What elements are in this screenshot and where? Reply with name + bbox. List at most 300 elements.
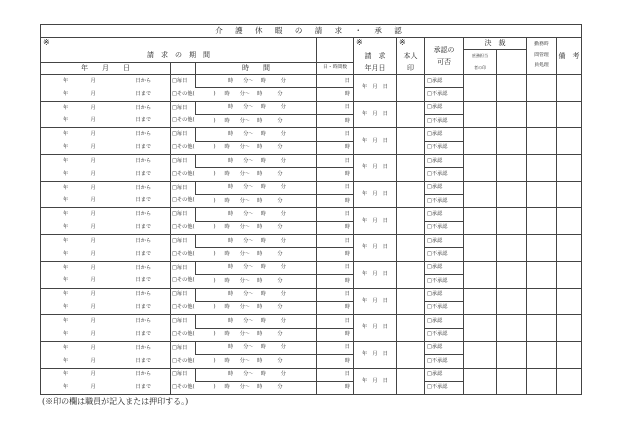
dept-head-seal-cell[interactable] bbox=[464, 208, 497, 235]
day-count-cell[interactable] bbox=[317, 261, 354, 274]
remarks-cell[interactable] bbox=[557, 181, 582, 208]
end-day-cell[interactable] bbox=[116, 248, 171, 261]
daily-option[interactable] bbox=[171, 315, 196, 328]
time-range-cell[interactable] bbox=[196, 101, 317, 114]
worktime-cell[interactable] bbox=[527, 75, 557, 102]
decision-cell[interactable] bbox=[497, 368, 527, 395]
personal-seal-cell[interactable] bbox=[397, 155, 425, 182]
decision-cell[interactable] bbox=[497, 128, 527, 155]
end-day-cell[interactable] bbox=[116, 88, 171, 101]
daily-option[interactable] bbox=[171, 288, 196, 301]
hour-count-cell[interactable] bbox=[317, 115, 354, 128]
end-day-cell[interactable] bbox=[116, 275, 171, 288]
time-range-cell[interactable] bbox=[196, 235, 317, 248]
request-date-cell[interactable] bbox=[354, 128, 397, 155]
time-range-cell[interactable] bbox=[196, 368, 317, 381]
not-approved-option[interactable] bbox=[425, 221, 464, 234]
end-month-cell[interactable] bbox=[81, 195, 116, 208]
day-count-cell[interactable] bbox=[317, 315, 354, 328]
time-range-cell[interactable] bbox=[196, 315, 317, 328]
not-approved-option[interactable] bbox=[425, 168, 464, 181]
worktime-cell[interactable] bbox=[527, 128, 557, 155]
not-approved-option[interactable] bbox=[425, 301, 464, 314]
decision-cell[interactable] bbox=[497, 208, 527, 235]
start-month-cell[interactable] bbox=[81, 288, 116, 301]
other-checkbox[interactable]: □その他( bbox=[172, 144, 195, 151]
decision-cell[interactable] bbox=[497, 235, 527, 262]
approved-checkbox[interactable]: □承認 bbox=[427, 104, 443, 111]
request-date-cell[interactable] bbox=[354, 315, 397, 342]
daily-option[interactable] bbox=[171, 235, 196, 248]
start-year-cell[interactable] bbox=[41, 155, 81, 168]
request-date-cell[interactable] bbox=[354, 288, 397, 315]
not-approved-checkbox[interactable]: □不承認 bbox=[427, 170, 448, 177]
remarks-cell[interactable] bbox=[557, 341, 582, 368]
daily-checkbox[interactable]: □毎日 bbox=[172, 318, 188, 324]
dept-head-seal-cell[interactable] bbox=[464, 101, 497, 128]
end-month-cell[interactable] bbox=[81, 221, 116, 234]
other-checkbox[interactable]: □その他( bbox=[172, 224, 195, 231]
approved-option[interactable] bbox=[425, 181, 464, 194]
not-approved-option[interactable] bbox=[425, 355, 464, 368]
worktime-cell[interactable] bbox=[527, 181, 557, 208]
start-day-cell[interactable] bbox=[116, 261, 171, 274]
request-date-cell[interactable] bbox=[354, 235, 397, 262]
end-month-cell[interactable] bbox=[81, 248, 116, 261]
request-date-cell[interactable] bbox=[354, 368, 397, 395]
start-year-cell[interactable] bbox=[41, 368, 81, 381]
approved-checkbox[interactable]: □承認 bbox=[427, 291, 443, 298]
approved-option[interactable] bbox=[425, 101, 464, 114]
not-approved-checkbox[interactable]: □不承認 bbox=[427, 277, 448, 284]
approved-checkbox[interactable]: □承認 bbox=[427, 344, 443, 351]
start-month-cell[interactable] bbox=[81, 315, 116, 328]
decision-cell[interactable] bbox=[497, 261, 527, 288]
dept-head-seal-cell[interactable] bbox=[464, 128, 497, 155]
remarks-cell[interactable] bbox=[557, 128, 582, 155]
decision-cell[interactable] bbox=[497, 341, 527, 368]
other-option[interactable] bbox=[171, 355, 196, 368]
day-count-cell[interactable] bbox=[317, 155, 354, 168]
start-day-cell[interactable] bbox=[116, 368, 171, 381]
decision-cell[interactable] bbox=[497, 181, 527, 208]
not-approved-option[interactable] bbox=[425, 115, 464, 128]
personal-seal-cell[interactable] bbox=[397, 288, 425, 315]
daily-checkbox[interactable]: □毎日 bbox=[172, 344, 188, 351]
dept-head-seal-cell[interactable] bbox=[464, 235, 497, 262]
remarks-cell[interactable] bbox=[557, 315, 582, 342]
approved-option[interactable] bbox=[425, 155, 464, 168]
start-day-cell[interactable] bbox=[116, 101, 171, 114]
start-day-cell[interactable] bbox=[116, 235, 171, 248]
daily-checkbox[interactable]: □毎日 bbox=[172, 77, 188, 84]
end-month-cell[interactable] bbox=[81, 381, 116, 394]
approved-option[interactable] bbox=[425, 368, 464, 381]
remarks-cell[interactable] bbox=[557, 75, 582, 102]
time-range-cell[interactable] bbox=[196, 381, 317, 394]
daily-checkbox[interactable]: □毎日 bbox=[172, 291, 188, 298]
hour-count-cell[interactable] bbox=[317, 141, 354, 154]
remarks-cell[interactable] bbox=[557, 155, 582, 182]
request-date-cell[interactable] bbox=[354, 101, 397, 128]
start-month-cell[interactable] bbox=[81, 181, 116, 194]
not-approved-checkbox[interactable]: □不承認 bbox=[427, 144, 448, 151]
start-month-cell[interactable] bbox=[81, 155, 116, 168]
daily-option[interactable] bbox=[171, 341, 196, 354]
end-month-cell[interactable] bbox=[81, 141, 116, 154]
day-count-cell[interactable] bbox=[317, 101, 354, 114]
start-month-cell[interactable] bbox=[81, 368, 116, 381]
end-day-cell[interactable] bbox=[116, 141, 171, 154]
dept-head-seal-cell[interactable] bbox=[464, 155, 497, 182]
end-year-cell[interactable] bbox=[41, 328, 81, 341]
not-approved-checkbox[interactable]: □不承認 bbox=[427, 90, 448, 97]
personal-seal-cell[interactable] bbox=[397, 128, 425, 155]
start-year-cell[interactable] bbox=[41, 181, 81, 194]
other-option[interactable] bbox=[171, 275, 196, 288]
start-year-cell[interactable] bbox=[41, 101, 81, 114]
hour-count-cell[interactable] bbox=[317, 355, 354, 368]
request-date-cell[interactable] bbox=[354, 341, 397, 368]
worktime-cell[interactable] bbox=[527, 235, 557, 262]
other-option[interactable] bbox=[171, 221, 196, 234]
minute-from-label: 分～ bbox=[239, 357, 251, 364]
end-year-cell[interactable] bbox=[41, 275, 81, 288]
time-range-cell[interactable] bbox=[196, 75, 317, 88]
end-year-cell[interactable] bbox=[41, 301, 81, 314]
hour-count-cell[interactable] bbox=[317, 88, 354, 101]
not-approved-option[interactable] bbox=[425, 88, 464, 101]
start-year-cell[interactable] bbox=[41, 261, 81, 274]
time-range-cell[interactable] bbox=[196, 181, 317, 194]
start-year-cell[interactable] bbox=[41, 315, 81, 328]
other-close-paren: ) bbox=[213, 277, 216, 284]
start-year-cell[interactable] bbox=[41, 128, 81, 141]
not-approved-checkbox[interactable]: □不承認 bbox=[427, 384, 448, 391]
other-checkbox[interactable]: □その他( bbox=[172, 117, 195, 124]
start-month-cell[interactable] bbox=[81, 75, 116, 88]
approved-checkbox[interactable]: □承認 bbox=[427, 157, 443, 164]
end-month-cell[interactable] bbox=[81, 355, 116, 368]
daily-checkbox[interactable]: □毎日 bbox=[172, 184, 188, 191]
other-option[interactable] bbox=[171, 248, 196, 261]
other-option[interactable] bbox=[171, 141, 196, 154]
hour-count-cell[interactable] bbox=[317, 275, 354, 288]
start-month-cell[interactable] bbox=[81, 128, 116, 141]
start-year-cell[interactable] bbox=[41, 288, 81, 301]
not-approved-checkbox[interactable]: □不承認 bbox=[427, 304, 448, 311]
time-range-cell[interactable] bbox=[196, 168, 317, 181]
end-day-cell[interactable] bbox=[116, 381, 171, 394]
remarks-cell[interactable] bbox=[557, 288, 582, 315]
approved-checkbox[interactable]: □承認 bbox=[427, 77, 443, 84]
dept-head-seal-cell[interactable] bbox=[464, 315, 497, 342]
other-option[interactable] bbox=[171, 381, 196, 394]
day-count-cell[interactable] bbox=[317, 128, 354, 141]
personal-seal-cell[interactable] bbox=[397, 315, 425, 342]
start-day-cell[interactable] bbox=[116, 75, 171, 88]
other-checkbox[interactable]: □その他( bbox=[172, 304, 195, 311]
end-month-cell[interactable] bbox=[81, 168, 116, 181]
day-count-cell[interactable] bbox=[317, 341, 354, 354]
remarks-cell[interactable] bbox=[557, 101, 582, 128]
time-range-cell[interactable] bbox=[196, 128, 317, 141]
personal-seal-cell[interactable] bbox=[397, 208, 425, 235]
staff-mark: ※ bbox=[356, 38, 363, 47]
dept-head-seal-cell[interactable] bbox=[464, 181, 497, 208]
end-month-cell[interactable] bbox=[81, 88, 116, 101]
day-count-cell[interactable] bbox=[317, 75, 354, 88]
personal-seal-cell[interactable] bbox=[397, 261, 425, 288]
start-month-cell[interactable] bbox=[81, 341, 116, 354]
time-range-cell[interactable] bbox=[196, 275, 317, 288]
remarks-cell[interactable] bbox=[557, 208, 582, 235]
worktime-cell[interactable] bbox=[527, 368, 557, 395]
month-label: 月 bbox=[90, 184, 96, 191]
not-approved-checkbox[interactable]: □不承認 bbox=[427, 117, 448, 124]
approved-option[interactable] bbox=[425, 341, 464, 354]
hour-count-cell[interactable] bbox=[317, 168, 354, 181]
other-option[interactable] bbox=[171, 88, 196, 101]
time-range-cell[interactable] bbox=[196, 328, 317, 341]
end-month-cell[interactable] bbox=[81, 328, 116, 341]
other-checkbox[interactable]: □その他( bbox=[172, 250, 195, 257]
not-approved-option[interactable] bbox=[425, 275, 464, 288]
start-year-cell[interactable] bbox=[41, 235, 81, 248]
remarks-cell[interactable] bbox=[557, 368, 582, 395]
daily-checkbox[interactable]: □毎日 bbox=[172, 371, 188, 378]
other-checkbox[interactable]: □その他( bbox=[172, 357, 195, 364]
time-range-cell[interactable] bbox=[196, 115, 317, 128]
dept-head-seal-cell[interactable] bbox=[464, 341, 497, 368]
time-range-cell[interactable] bbox=[196, 355, 317, 368]
other-checkbox[interactable]: □その他( bbox=[172, 197, 195, 204]
other-option[interactable] bbox=[171, 115, 196, 128]
end-day-cell[interactable] bbox=[116, 195, 171, 208]
start-day-cell[interactable] bbox=[116, 341, 171, 354]
not-approved-option[interactable] bbox=[425, 141, 464, 154]
start-day-cell[interactable] bbox=[116, 315, 171, 328]
dept-head-seal-cell[interactable] bbox=[464, 368, 497, 395]
decision-cell[interactable] bbox=[497, 288, 527, 315]
hour-unit-label: 時 bbox=[344, 384, 350, 391]
not-approved-option[interactable] bbox=[425, 248, 464, 261]
end-day-cell[interactable] bbox=[116, 168, 171, 181]
personal-seal-cell[interactable] bbox=[397, 235, 425, 262]
time-range-cell[interactable] bbox=[196, 341, 317, 354]
not-approved-checkbox[interactable]: □不承認 bbox=[427, 197, 448, 204]
hour-count-cell[interactable] bbox=[317, 301, 354, 314]
other-checkbox[interactable]: □その他( bbox=[172, 277, 195, 284]
request-date-cell[interactable] bbox=[354, 155, 397, 182]
day-count-cell[interactable] bbox=[317, 235, 354, 248]
worktime-cell[interactable] bbox=[527, 341, 557, 368]
not-approved-checkbox[interactable]: □不承認 bbox=[427, 357, 448, 364]
other-close-paren: ) bbox=[213, 331, 216, 338]
approved-option[interactable] bbox=[425, 128, 464, 141]
dept-head-seal-cell[interactable] bbox=[464, 261, 497, 288]
end-year-cell[interactable] bbox=[41, 381, 81, 394]
personal-seal-cell[interactable] bbox=[397, 181, 425, 208]
daily-option[interactable] bbox=[171, 75, 196, 88]
time-range-cell[interactable] bbox=[196, 288, 317, 301]
time-range-cell[interactable] bbox=[196, 88, 317, 101]
time-range-cell[interactable] bbox=[196, 208, 317, 221]
decision-cell[interactable] bbox=[497, 315, 527, 342]
start-year-cell[interactable] bbox=[41, 341, 81, 354]
personal-seal-cell[interactable] bbox=[397, 75, 425, 102]
not-approved-checkbox[interactable]: □不承認 bbox=[427, 224, 448, 231]
end-day-cell[interactable] bbox=[116, 115, 171, 128]
not-approved-option[interactable] bbox=[425, 328, 464, 341]
time-range-cell[interactable] bbox=[196, 141, 317, 154]
decision-cell[interactable] bbox=[497, 155, 527, 182]
dept-head-seal-cell[interactable] bbox=[464, 288, 497, 315]
end-year-cell[interactable] bbox=[41, 115, 81, 128]
end-month-cell[interactable] bbox=[81, 301, 116, 314]
daily-checkbox[interactable]: □毎日 bbox=[172, 237, 188, 244]
end-year-cell[interactable] bbox=[41, 141, 81, 154]
day-count-cell[interactable] bbox=[317, 368, 354, 381]
daily-checkbox[interactable]: □毎日 bbox=[172, 211, 188, 218]
end-month-cell[interactable] bbox=[81, 115, 116, 128]
start-month-cell[interactable] bbox=[81, 235, 116, 248]
day-count-cell[interactable] bbox=[317, 208, 354, 221]
time-range-cell[interactable] bbox=[196, 221, 317, 234]
hour-count-cell[interactable] bbox=[317, 195, 354, 208]
approved-checkbox[interactable]: □承認 bbox=[427, 184, 443, 191]
end-day-cell[interactable] bbox=[116, 301, 171, 314]
hour-label: 時 bbox=[224, 224, 230, 231]
day-count-cell[interactable] bbox=[317, 288, 354, 301]
daily-option[interactable] bbox=[171, 128, 196, 141]
remarks-cell[interactable] bbox=[557, 235, 582, 262]
daily-option[interactable] bbox=[171, 101, 196, 114]
approved-checkbox[interactable]: □承認 bbox=[427, 237, 443, 244]
worktime-cell[interactable] bbox=[527, 288, 557, 315]
end-day-cell[interactable] bbox=[116, 221, 171, 234]
time-range-cell[interactable] bbox=[196, 195, 317, 208]
worktime-cell[interactable] bbox=[527, 261, 557, 288]
end-year-cell[interactable] bbox=[41, 195, 81, 208]
start-year-cell[interactable] bbox=[41, 75, 81, 88]
end-month-cell[interactable] bbox=[81, 275, 116, 288]
approved-checkbox[interactable]: □承認 bbox=[427, 264, 443, 271]
end-year-cell[interactable] bbox=[41, 355, 81, 368]
end-year-cell[interactable] bbox=[41, 168, 81, 181]
hour-count-cell[interactable] bbox=[317, 221, 354, 234]
approved-checkbox[interactable]: □承認 bbox=[427, 211, 443, 217]
request-date-cell[interactable] bbox=[354, 75, 397, 102]
decision-header: 決 裁 bbox=[464, 38, 527, 50]
request-date-cell[interactable] bbox=[354, 261, 397, 288]
decision-cell[interactable] bbox=[497, 101, 527, 128]
other-checkbox[interactable]: □その他( bbox=[172, 170, 195, 177]
daily-option[interactable] bbox=[171, 261, 196, 274]
time-range-cell[interactable] bbox=[196, 248, 317, 261]
daily-option[interactable] bbox=[171, 368, 196, 381]
other-option[interactable] bbox=[171, 301, 196, 314]
personal-seal-cell[interactable] bbox=[397, 341, 425, 368]
approved-checkbox[interactable]: □承認 bbox=[427, 371, 443, 378]
hour-count-cell[interactable] bbox=[317, 248, 354, 261]
worktime-cell[interactable] bbox=[527, 101, 557, 128]
not-approved-option[interactable] bbox=[425, 381, 464, 394]
time-range-cell[interactable] bbox=[196, 155, 317, 168]
worktime-cell[interactable] bbox=[527, 155, 557, 182]
approved-checkbox[interactable]: □承認 bbox=[427, 317, 443, 324]
personal-seal-cell[interactable] bbox=[397, 368, 425, 395]
year-label: 年 bbox=[63, 250, 69, 257]
start-day-cell[interactable] bbox=[116, 288, 171, 301]
start-day-cell[interactable] bbox=[116, 208, 171, 221]
daily-checkbox[interactable]: □毎日 bbox=[172, 264, 188, 271]
end-day-cell[interactable] bbox=[116, 328, 171, 341]
minute-from-label: 分～ bbox=[239, 384, 251, 391]
end-year-cell[interactable] bbox=[41, 248, 81, 261]
approved-option[interactable] bbox=[425, 261, 464, 274]
other-option[interactable] bbox=[171, 168, 196, 181]
personal-seal-cell[interactable] bbox=[397, 101, 425, 128]
other-option[interactable] bbox=[171, 195, 196, 208]
worktime-cell[interactable] bbox=[527, 315, 557, 342]
approved-checkbox[interactable]: □承認 bbox=[427, 130, 443, 137]
month-label: 月 bbox=[90, 357, 96, 364]
end-year-cell[interactable] bbox=[41, 88, 81, 101]
start-month-cell[interactable] bbox=[81, 208, 116, 221]
hour-count-cell[interactable] bbox=[317, 328, 354, 341]
daily-checkbox[interactable]: □毎日 bbox=[172, 104, 188, 111]
start-day-cell[interactable] bbox=[116, 181, 171, 194]
other-checkbox[interactable]: □その他( bbox=[172, 90, 195, 97]
time-range-cell[interactable] bbox=[196, 301, 317, 314]
day-count-cell[interactable] bbox=[317, 181, 354, 194]
end-year-cell[interactable] bbox=[41, 221, 81, 234]
time-range-cell[interactable] bbox=[196, 261, 317, 274]
daily-option[interactable] bbox=[171, 155, 196, 168]
other-checkbox[interactable]: □その他( bbox=[172, 384, 195, 391]
dept-head-seal-cell[interactable] bbox=[464, 75, 497, 102]
start-month-cell[interactable] bbox=[81, 261, 116, 274]
approved-option[interactable] bbox=[425, 75, 464, 88]
other-checkbox[interactable]: □その他( bbox=[172, 330, 195, 337]
not-approved-option[interactable] bbox=[425, 195, 464, 208]
daily-option[interactable] bbox=[171, 208, 196, 221]
hour-count-cell[interactable] bbox=[317, 381, 354, 394]
not-approved-checkbox[interactable]: □不承認 bbox=[427, 251, 448, 258]
not-approved-checkbox[interactable]: □不承認 bbox=[427, 331, 448, 338]
approved-option[interactable] bbox=[425, 315, 464, 328]
start-year-cell[interactable] bbox=[41, 208, 81, 221]
start-day-cell[interactable] bbox=[116, 128, 171, 141]
approved-option[interactable] bbox=[425, 288, 464, 301]
remarks-cell[interactable] bbox=[557, 261, 582, 288]
approved-option[interactable] bbox=[425, 235, 464, 248]
worktime-cell[interactable] bbox=[527, 208, 557, 235]
until-label: 日まで bbox=[135, 197, 152, 204]
other-option[interactable] bbox=[171, 328, 196, 341]
start-month-cell[interactable] bbox=[81, 101, 116, 114]
end-day-cell[interactable] bbox=[116, 355, 171, 368]
approved-option[interactable] bbox=[425, 208, 464, 221]
decision-cell[interactable] bbox=[497, 75, 527, 102]
request-date-cell[interactable] bbox=[354, 208, 397, 235]
daily-checkbox[interactable]: □毎日 bbox=[172, 157, 188, 164]
daily-checkbox[interactable]: □毎日 bbox=[172, 131, 188, 138]
start-day-cell[interactable] bbox=[116, 155, 171, 168]
request-date-cell[interactable] bbox=[354, 181, 397, 208]
daily-option[interactable] bbox=[171, 181, 196, 194]
